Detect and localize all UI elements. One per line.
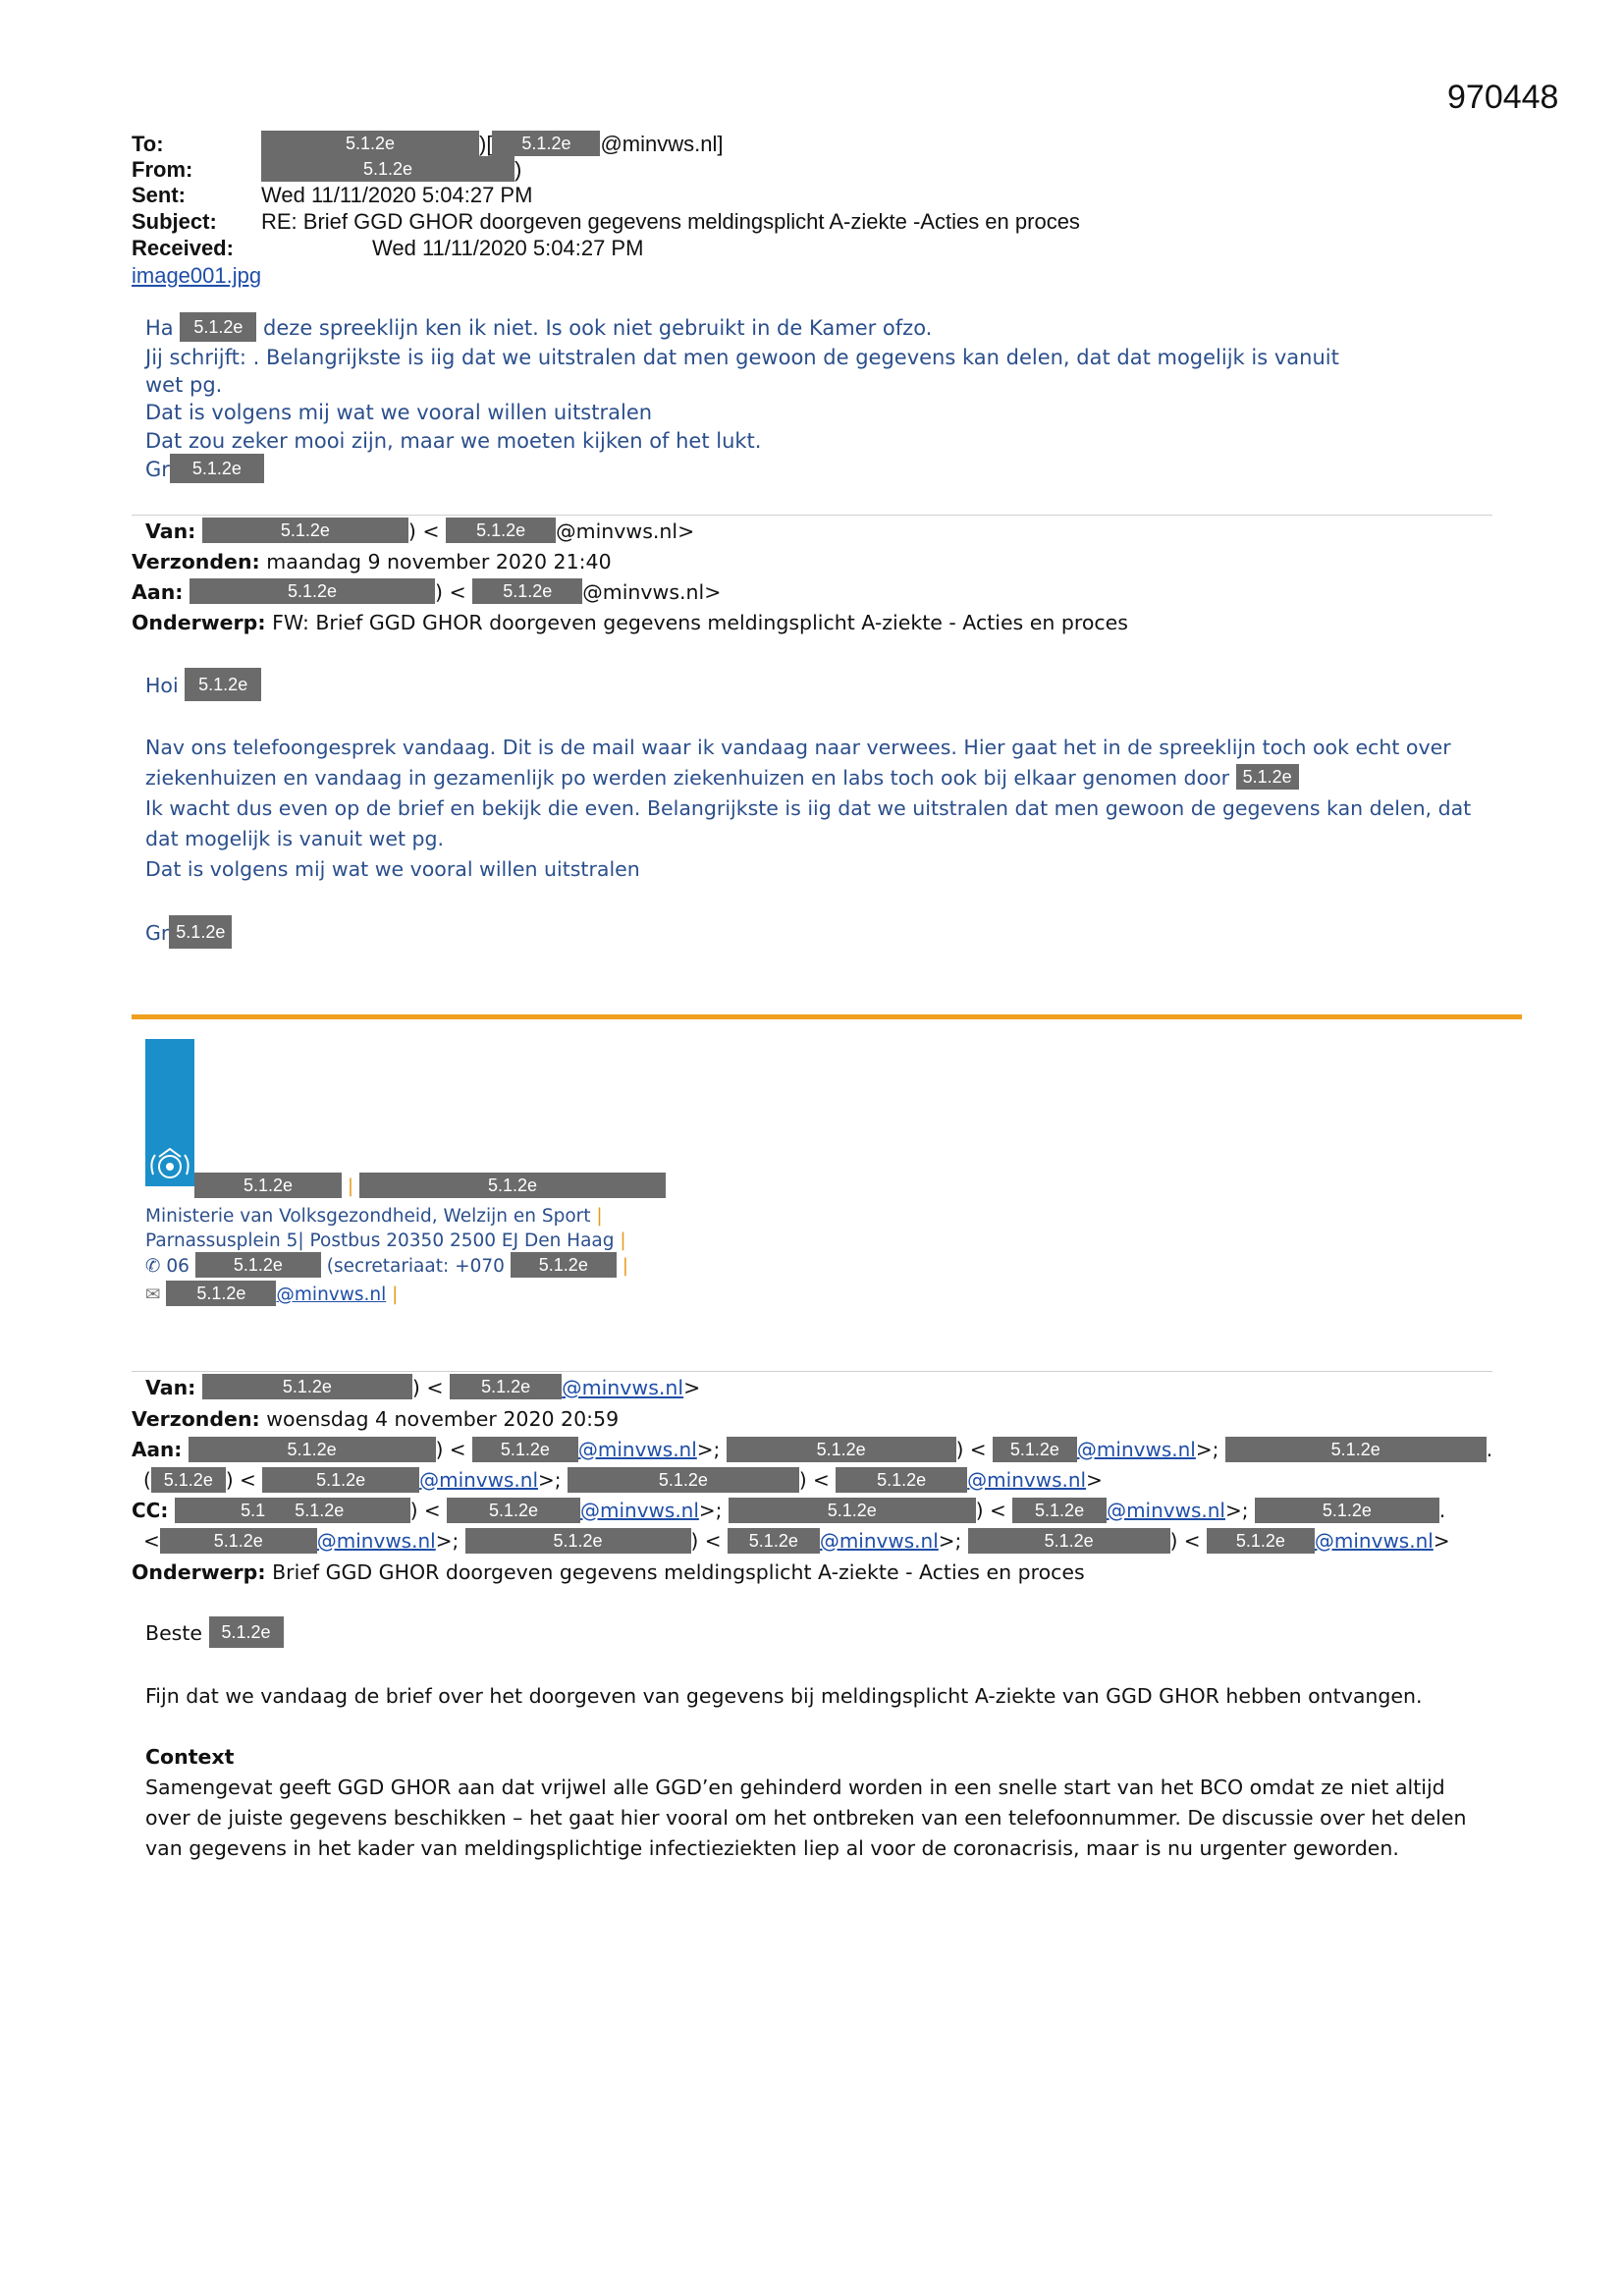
redaction: 5.1.2e bbox=[728, 1528, 820, 1554]
van-domain: @minvws.nl> bbox=[556, 519, 695, 543]
sig-address bbox=[145, 1229, 626, 1253]
redaction: 5.1.2e bbox=[1236, 764, 1299, 790]
redaction: 5.1.2e bbox=[169, 915, 232, 949]
mail-icon: ✉ bbox=[145, 1285, 161, 1305]
sep: . bbox=[1438, 1499, 1446, 1522]
received-label: Received: bbox=[132, 236, 234, 260]
msg2-onderwerp bbox=[132, 608, 1128, 638]
sep: ) < bbox=[409, 1499, 441, 1522]
sep: < bbox=[143, 1529, 160, 1553]
cc-label: CC: bbox=[132, 1499, 169, 1522]
redaction: 5.1.2e bbox=[1255, 1498, 1439, 1523]
from-label: From: bbox=[132, 157, 193, 182]
redaction: 5.1.2e bbox=[1012, 1498, 1107, 1523]
redaction: 5.1.2e bbox=[170, 454, 264, 483]
redaction: 5.1.2e bbox=[359, 1173, 666, 1198]
redaction: 5.1.2e bbox=[151, 1467, 226, 1493]
header-from bbox=[132, 157, 521, 184]
sep: ) < bbox=[435, 1438, 466, 1461]
onderwerp-label: Onderwerp: bbox=[132, 1560, 266, 1584]
msg3-verzonden bbox=[132, 1404, 619, 1435]
sig-name-line bbox=[194, 1175, 666, 1200]
subject-label: Subject: bbox=[132, 209, 217, 234]
aan-label: Aan: bbox=[132, 1438, 183, 1461]
signature-divider bbox=[132, 1014, 1522, 1019]
sep: ) < bbox=[225, 1468, 256, 1492]
redaction: 5.1.2e bbox=[968, 1528, 1170, 1554]
verzonden-value: woensdag 4 november 2020 20:59 bbox=[266, 1407, 620, 1431]
sep: > bbox=[1086, 1468, 1103, 1492]
reply-line-4: Dat is volgens mij wat we vooral willen uitstralen bbox=[145, 401, 653, 424]
sep: ) < bbox=[975, 1499, 1006, 1522]
reply-line-5: Dat zou zeker mooi zijn, maar we moeten kijken of het lukt. bbox=[145, 429, 762, 453]
msg3-aan-line-2 bbox=[143, 1465, 1103, 1496]
context-line-1: Samengevat geeft GGD GHOR aan dat vrijwel alle GGD’en gehinderd worden in een snelle start van het BCO omdat ze niet altijd bbox=[145, 1776, 1445, 1799]
sep: ) < bbox=[1169, 1529, 1201, 1553]
context-heading: Context bbox=[145, 1745, 235, 1769]
van-label: Van: bbox=[145, 519, 196, 543]
redaction: 5.1.2e bbox=[185, 668, 261, 701]
redaction: 5.1 5.1.2e bbox=[175, 1498, 410, 1523]
msg2-van bbox=[145, 517, 694, 547]
email-link[interactable]: @minvws.nl bbox=[1107, 1499, 1225, 1522]
email-link[interactable]: @minvws.nl bbox=[562, 1376, 684, 1399]
from-close: ) bbox=[514, 157, 522, 182]
sig-ministry-text: Ministerie van Volksgezondheid, Welzijn en Sport bbox=[145, 1206, 591, 1227]
reply-line-1 bbox=[145, 314, 932, 344]
onderwerp-value: FW: Brief GGD GHOR doorgeven gegevens meldingsplicht A-ziekte - Acties en proces bbox=[272, 611, 1128, 634]
redaction: 5.1.2e bbox=[446, 518, 556, 543]
verzonden-label: Verzonden: bbox=[132, 1407, 260, 1431]
verzonden-label: Verzonden: bbox=[132, 550, 260, 574]
redaction: 5.1.2e bbox=[209, 1616, 284, 1648]
redaction: 5.1.2e bbox=[568, 1467, 799, 1493]
van-sep: ) < bbox=[411, 1376, 444, 1399]
sig-phone bbox=[145, 1254, 628, 1280]
msg3-cc-line-2 bbox=[143, 1526, 1450, 1557]
redaction: 5.1.2e bbox=[261, 156, 514, 182]
reply-signoff bbox=[145, 456, 264, 485]
page-number: 970448 bbox=[1447, 79, 1559, 116]
subject-value: RE: Brief GGD GHOR doorgeven gegevens meldingsplicht A-ziekte -Acties en proces bbox=[261, 209, 1080, 234]
redaction: 5.1.2e bbox=[447, 1498, 580, 1523]
msg3-aan-line-1 bbox=[132, 1435, 1492, 1465]
redaction: 5.1.2e bbox=[993, 1437, 1077, 1462]
redaction: 5.1.2e bbox=[472, 578, 582, 604]
reply-line-2: Jij schrijft: . Belangrijkste is iig dat we uitstralen dat men gewoon de gegevens kan delen, dat dat mogelijk is vanuit bbox=[145, 346, 1339, 369]
sig-ministry bbox=[145, 1204, 603, 1229]
sep: >; bbox=[938, 1529, 962, 1553]
msg2-aan bbox=[132, 577, 721, 608]
aan-domain: @minvws.nl> bbox=[582, 580, 722, 604]
to-sep: )[ bbox=[479, 132, 493, 156]
sep: ) < bbox=[955, 1438, 987, 1461]
redaction: 5.1.2e bbox=[262, 1467, 419, 1493]
reply-greeting: Ha bbox=[145, 316, 174, 340]
redaction: 5.1.2e bbox=[511, 1252, 617, 1278]
msg2-hoi: Hoi bbox=[145, 674, 179, 697]
sig-pipe: | bbox=[392, 1285, 399, 1305]
header-to bbox=[132, 132, 723, 158]
redaction: 5.1.2e bbox=[160, 1528, 317, 1554]
sent-label: Sent: bbox=[132, 183, 186, 207]
msg2-greeting bbox=[145, 670, 261, 703]
to-label: To: bbox=[132, 132, 164, 156]
msg3-cc-line-1 bbox=[132, 1496, 1445, 1526]
email-link[interactable]: @minvws.nl bbox=[316, 1529, 436, 1553]
ministry-logo bbox=[145, 1039, 194, 1186]
sig-pipe: | bbox=[347, 1176, 354, 1197]
redaction: 5.1.2e bbox=[492, 131, 600, 156]
redaction: 5.1.2e bbox=[189, 1437, 436, 1462]
reply-gr: Gr bbox=[145, 458, 170, 481]
sig-email-link[interactable]: @minvws.nl bbox=[276, 1285, 387, 1305]
context-line-3: van gegevens in het kader van meldingsplichtige infectieziekten liep al voor de coronacrisis, maar is nu urgenter geworden. bbox=[145, 1836, 1399, 1860]
sep: >; bbox=[1195, 1438, 1219, 1461]
sep: >; bbox=[1224, 1499, 1249, 1522]
reply-line-3: wet pg. bbox=[145, 373, 223, 397]
sep: ) < bbox=[690, 1529, 722, 1553]
divider bbox=[132, 515, 1492, 516]
redaction: 5.1.2e bbox=[166, 1281, 276, 1306]
sig-secretariaat: (secretariaat: +070 bbox=[326, 1256, 505, 1277]
email-link[interactable]: @minvws.nl bbox=[967, 1468, 1087, 1492]
msg2-p2 bbox=[145, 763, 1299, 793]
sep: >; bbox=[538, 1468, 562, 1492]
sep: . bbox=[1486, 1438, 1493, 1461]
msg2-p4: dat mogelijk is vanuit wet pg. bbox=[145, 827, 445, 850]
email-link[interactable]: @minvws.nl bbox=[1076, 1438, 1196, 1461]
context-line-2: over de juiste gegevens beschikken – het gaat hier vooral om het ontbreken van een telefoonnummer. De discussie over het delen bbox=[145, 1806, 1467, 1830]
sep: > bbox=[1433, 1529, 1450, 1553]
van-label: Van: bbox=[145, 1376, 196, 1399]
sep: ) < bbox=[798, 1468, 830, 1492]
msg2-gr: Gr bbox=[145, 921, 170, 945]
sig-phone-prefix: 06 bbox=[166, 1256, 189, 1277]
onderwerp-label: Onderwerp: bbox=[132, 611, 266, 634]
crest-icon bbox=[145, 1039, 194, 1186]
redaction: 5.1.2e bbox=[472, 1437, 578, 1462]
sig-address-text: Parnassusplein 5| Postbus 20350 2500 EJ Den Haag bbox=[145, 1230, 615, 1251]
sig-pipe: | bbox=[622, 1256, 628, 1277]
aan-lt: ) < bbox=[435, 580, 466, 604]
redaction: 5.1.2e bbox=[202, 1374, 412, 1399]
msg2-p5: Dat is volgens mij wat we vooral willen uitstralen bbox=[145, 857, 640, 881]
msg3-van bbox=[145, 1373, 700, 1403]
received-value: Wed 11/11/2020 5:04:27 PM bbox=[372, 236, 644, 260]
gt: > bbox=[683, 1376, 701, 1399]
redaction: 5.1.2e bbox=[450, 1374, 562, 1399]
msg2-signoff bbox=[145, 917, 232, 951]
redaction: 5.1.2e bbox=[836, 1467, 967, 1493]
sig-pipe: | bbox=[620, 1230, 626, 1251]
redaction: 5.1.2e bbox=[1225, 1437, 1487, 1462]
redaction: 5.1.2e bbox=[729, 1498, 976, 1523]
aan-label: Aan: bbox=[132, 580, 184, 604]
phone-icon: ✆ bbox=[145, 1256, 161, 1277]
sep: ( bbox=[143, 1468, 151, 1492]
attachment-link[interactable] bbox=[132, 263, 261, 289]
redaction: 5.1.2e bbox=[180, 312, 256, 342]
sig-email bbox=[145, 1283, 398, 1308]
email-link[interactable]: @minvws.nl bbox=[819, 1529, 939, 1553]
redaction: 5.1.2e bbox=[195, 1252, 321, 1278]
redaction: 5.1.2e bbox=[189, 578, 435, 604]
redaction: 5.1.2e bbox=[1207, 1528, 1315, 1554]
verzonden-value: maandag 9 november 2020 21:40 bbox=[266, 550, 612, 574]
redaction: 5.1.2e bbox=[727, 1437, 956, 1462]
van-lt: ) < bbox=[407, 519, 440, 543]
redaction: 5.1.2e bbox=[465, 1528, 691, 1554]
divider bbox=[132, 1371, 1492, 1372]
sent-value: Wed 11/11/2020 5:04:27 PM bbox=[261, 183, 533, 207]
sep: >; bbox=[698, 1499, 723, 1522]
sep: >; bbox=[435, 1529, 460, 1553]
msg3-greeting bbox=[145, 1618, 284, 1650]
msg2-p3: Ik wacht dus even op de brief en bekijk die even. Belangrijkste is iig dat we uitstralen dat men gewoon de gegevens kan delen, dat bbox=[145, 796, 1472, 820]
email-link[interactable]: @minvws.nl bbox=[577, 1438, 697, 1461]
to-domain: @minvws.nl] bbox=[600, 132, 724, 156]
sig-pipe: | bbox=[596, 1206, 603, 1227]
onderwerp-value: Brief GGD GHOR doorgeven gegevens meldingsplicht A-ziekte - Acties en proces bbox=[272, 1560, 1085, 1584]
msg2-p2-text: ziekenhuizen en vandaag in gezamenlijk po werden ziekenhuizen en labs toch ook bij elkaar genomen door bbox=[145, 766, 1230, 790]
email-link[interactable]: @minvws.nl bbox=[580, 1499, 699, 1522]
msg3-beste: Beste bbox=[145, 1621, 203, 1645]
sep: >; bbox=[696, 1438, 721, 1461]
reply-text-1: deze spreeklijn ken ik niet. Is ook niet gebruikt in de Kamer ofzo. bbox=[263, 316, 933, 340]
redaction: 5.1.2e bbox=[261, 131, 479, 156]
redaction: 5.1.2e bbox=[194, 1173, 342, 1198]
redaction: 5.1.2e bbox=[202, 518, 408, 543]
msg2-p1: Nav ons telefoongesprek vandaag. Dit is de mail waar ik vandaag naar verwees. Hier gaat het in de spreeklijn toch ook echt over bbox=[145, 736, 1451, 759]
email-link[interactable]: @minvws.nl bbox=[419, 1468, 539, 1492]
email-link[interactable]: @minvws.nl bbox=[1314, 1529, 1434, 1553]
msg3-onderwerp bbox=[132, 1558, 1085, 1588]
msg3-intro: Fijn dat we vandaag de brief over het doorgeven van gegevens bij meldingsplicht A-ziekte van GGD GHOR hebben ontvangen. bbox=[145, 1684, 1423, 1708]
header-sent bbox=[132, 183, 532, 208]
msg2-verzonden bbox=[132, 547, 612, 577]
header-subject bbox=[132, 209, 1080, 235]
attachment-name[interactable]: image001.jpg bbox=[132, 263, 262, 288]
header-received bbox=[132, 236, 643, 261]
